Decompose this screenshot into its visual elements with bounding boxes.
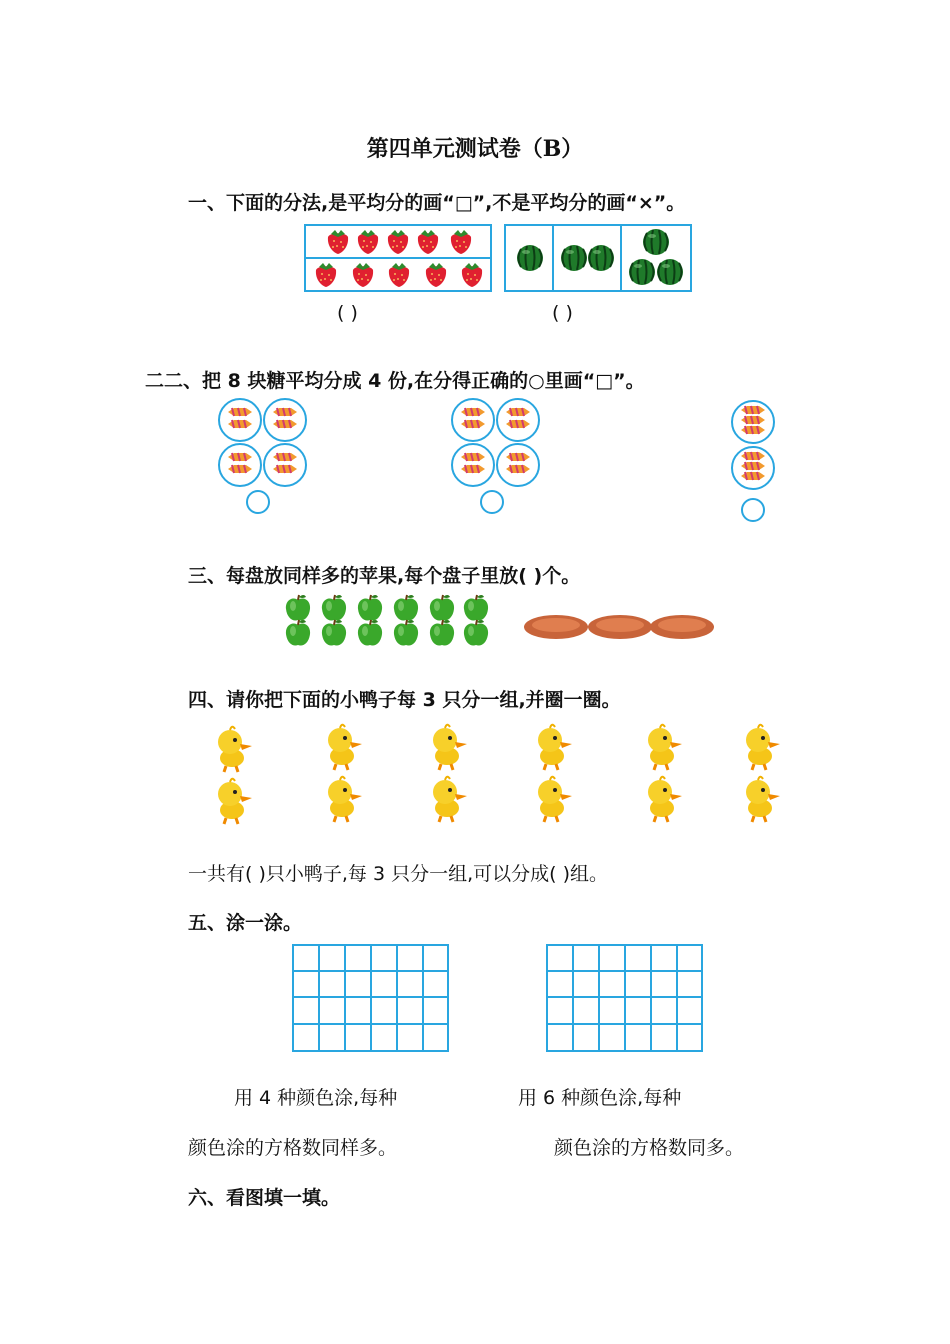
candy-icon bbox=[506, 453, 530, 461]
grid-left-instruction-2: 颜色涂的方格数同样多。 bbox=[188, 1137, 398, 1159]
watermelon-icon bbox=[657, 259, 683, 285]
duck-icon bbox=[328, 725, 362, 770]
apple-icon bbox=[464, 620, 488, 646]
candy-icon bbox=[506, 465, 530, 473]
candy-icon bbox=[228, 408, 252, 416]
watermelon-group bbox=[506, 226, 690, 290]
candy-icon bbox=[461, 453, 485, 461]
duck-icon bbox=[746, 725, 780, 770]
candy-icon bbox=[506, 420, 530, 428]
grid-left-instruction-1: 用 4 种颜色涂,每种 bbox=[234, 1087, 398, 1109]
question-4-text: 四、请你把下面的小鸭子每 3 只分一组,并圈一圈。 bbox=[188, 689, 621, 711]
candy-icon bbox=[273, 465, 297, 473]
strawberry-icon bbox=[328, 230, 348, 254]
duck-icon bbox=[433, 777, 467, 822]
apple-icon bbox=[358, 620, 382, 646]
duck-icon bbox=[648, 725, 682, 770]
candy-icon bbox=[741, 426, 765, 434]
duck-icon bbox=[538, 725, 572, 770]
apple-icon bbox=[322, 595, 346, 621]
candy-icon bbox=[461, 465, 485, 473]
page-title: 第四单元测试卷（B） bbox=[366, 136, 584, 162]
answer-circle bbox=[742, 499, 764, 521]
grid-right-instruction-1: 用 6 种颜色涂,每种 bbox=[518, 1087, 682, 1109]
answer-paren-right[interactable]: ( ) bbox=[552, 302, 573, 324]
grid-left[interactable] bbox=[292, 944, 450, 1053]
plates-group bbox=[520, 610, 720, 646]
candy-icon bbox=[273, 408, 297, 416]
strawberry-icon bbox=[426, 263, 446, 287]
apple-icon bbox=[430, 620, 454, 646]
strawberry-group bbox=[306, 226, 490, 290]
candy-icon bbox=[741, 472, 765, 480]
duck-icon bbox=[433, 725, 467, 770]
candy-option-1 bbox=[210, 395, 320, 520]
apples-group bbox=[278, 594, 498, 650]
apple-icon bbox=[286, 595, 310, 621]
plate-icon bbox=[524, 615, 588, 639]
grid-right[interactable] bbox=[546, 944, 704, 1053]
strawberry-icon bbox=[316, 263, 336, 287]
duck-icon bbox=[328, 777, 362, 822]
candy-icon bbox=[273, 420, 297, 428]
duck-icon bbox=[218, 779, 252, 824]
apple-icon bbox=[394, 595, 418, 621]
apple-icon bbox=[394, 620, 418, 646]
candy-icon bbox=[741, 452, 765, 460]
apple-icon bbox=[430, 595, 454, 621]
apple-icon bbox=[322, 620, 346, 646]
candy-icon bbox=[461, 420, 485, 428]
candy-icon bbox=[506, 408, 530, 416]
strawberry-icon bbox=[358, 230, 378, 254]
watermelon-icon bbox=[517, 245, 543, 271]
question-4-fill: 一共有( )只小鸭子,每 3 只分一组,可以分成( )组。 bbox=[188, 863, 608, 885]
question-2-text: 二二、把 8 块糖平均分成 4 份,在分得正确的○里画“□”。 bbox=[145, 370, 645, 392]
watermelon-icon bbox=[588, 245, 614, 271]
grid-right-instruction-2: 颜色涂的方格数同多。 bbox=[554, 1137, 745, 1159]
plate-icon bbox=[588, 615, 652, 639]
duck-icon bbox=[746, 777, 780, 822]
strawberry-icon bbox=[388, 230, 408, 254]
apple-icon bbox=[464, 595, 488, 621]
candy-option-2 bbox=[443, 395, 553, 520]
candy-icon bbox=[741, 416, 765, 424]
candy-icon bbox=[228, 420, 252, 428]
watermelon-panel bbox=[504, 224, 692, 292]
watermelon-icon bbox=[629, 259, 655, 285]
watermelon-icon bbox=[561, 245, 587, 271]
duck-icon bbox=[648, 777, 682, 822]
strawberry-icon bbox=[462, 263, 482, 287]
question-3-text: 三、每盘放同样多的苹果,每个盘子里放( )个。 bbox=[188, 565, 581, 587]
candy-icon bbox=[741, 462, 765, 470]
plate-icon bbox=[650, 615, 714, 639]
apple-icon bbox=[286, 620, 310, 646]
duck-icon bbox=[218, 727, 252, 772]
question-1-text: 一、下面的分法,是平均分的画“□”,不是平均分的画“×”。 bbox=[188, 192, 686, 214]
question-6-text: 六、看图填一填。 bbox=[188, 1187, 341, 1209]
candy-icon bbox=[461, 408, 485, 416]
candy-icon bbox=[228, 465, 252, 473]
candy-option-3 bbox=[720, 398, 790, 528]
apple-icon bbox=[358, 595, 382, 621]
answer-paren-left[interactable]: ( ) bbox=[337, 302, 358, 324]
ducks-group bbox=[205, 718, 795, 828]
strawberry-icon bbox=[389, 263, 409, 287]
duck-icon bbox=[538, 777, 572, 822]
candy-icon bbox=[228, 453, 252, 461]
answer-circle bbox=[247, 491, 269, 513]
question-5-text: 五、涂一涂。 bbox=[188, 912, 303, 934]
answer-circle bbox=[481, 491, 503, 513]
strawberry-panel bbox=[304, 224, 492, 292]
candy-icon bbox=[273, 453, 297, 461]
watermelon-icon bbox=[643, 229, 669, 255]
strawberry-icon bbox=[451, 230, 471, 254]
strawberry-icon bbox=[353, 263, 373, 287]
strawberry-icon bbox=[418, 230, 438, 254]
candy-icon bbox=[741, 406, 765, 414]
